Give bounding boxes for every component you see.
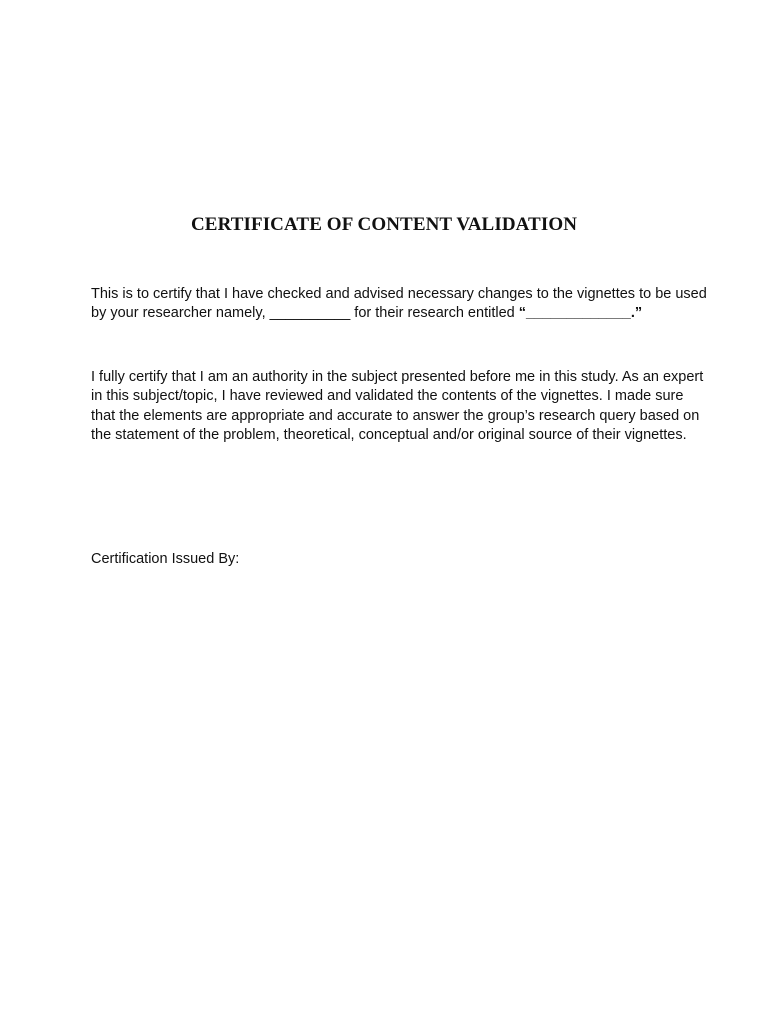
paragraph-line	[91, 304, 681, 323]
document-title: CERTIFICATE OF CONTENT VALIDATION	[190, 214, 578, 235]
authority-paragraph	[91, 368, 704, 445]
paragraph-line: I fully certify that I am an authority in the subject presented before me in this study. As an expert	[91, 369, 704, 385]
certification-paragraph	[91, 285, 707, 324]
paragraph-line: the statement of the problem, theoretical, conceptual and/or original source of their vignettes.	[91, 426, 687, 443]
paragraph-line: that the elements are appropriate and accurate to answer the group’s research query based on	[91, 407, 700, 424]
research-title-blank: “_____________.”	[518, 305, 643, 322]
paragraph-line: This is to certify that I have checked and advised necessary changes to the vignettes to be used	[91, 286, 707, 302]
issued-by-label: Certification Issued By:	[91, 551, 240, 567]
paragraph-line: in this subject/topic, I have reviewed and validated the contents of the vignettes. I made sure	[91, 388, 684, 405]
researcher-name-text: by your researcher namely, __________ for their research entitled	[91, 305, 519, 322]
